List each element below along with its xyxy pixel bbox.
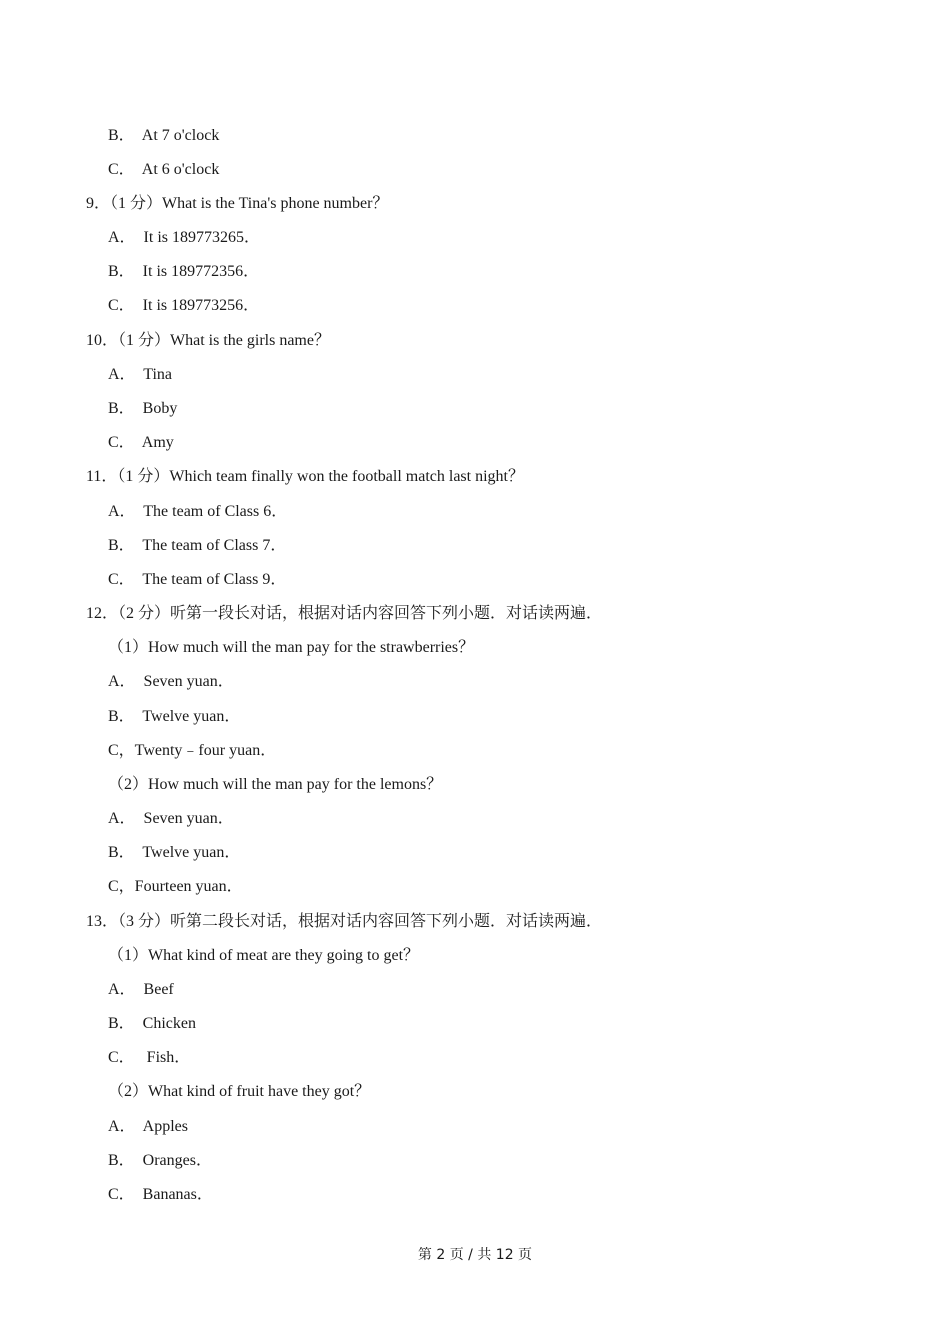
- q9-option-c: C． It is 189773256．: [108, 297, 260, 314]
- q8-option-b: B． At 7 o'clock: [108, 127, 220, 144]
- q13-1-option-c: C． Fish．: [108, 1049, 191, 1066]
- q13-2-option-c: C． Bananas．: [108, 1186, 213, 1203]
- question-11: 11．（1 分）Which team finally won the football match last night？: [86, 468, 524, 485]
- question-13: 13．（3 分）听第二段长对话，根据对话内容回答下列小题．对话读两遍．: [86, 913, 603, 930]
- q11-option-a: A． The team of Class 6．: [108, 503, 288, 520]
- q8-option-c: C． At 6 o'clock: [108, 161, 220, 178]
- q13-sub-2: （2）What kind of fruit have they got？: [108, 1083, 371, 1100]
- q12-2-option-c: C，Fourteen yuan．: [108, 878, 243, 895]
- q10-option-c: C． Amy: [108, 434, 174, 451]
- q12-2-option-a: A． Seven yuan．: [108, 810, 234, 827]
- q10-option-b: B． Boby: [108, 400, 178, 417]
- q12-1-option-b: B． Twelve yuan．: [108, 708, 241, 725]
- q11-option-c: C． The team of Class 9．: [108, 571, 287, 588]
- question-10: 10．（1 分）What is the girls name？: [86, 332, 330, 349]
- q12-sub-1: （1）How much will the man pay for the strawberries？: [108, 639, 475, 656]
- q9-option-b: B． It is 189772356．: [108, 263, 260, 280]
- q10-option-a: A． Tina: [108, 366, 173, 383]
- q13-2-option-b: B． Oranges．: [108, 1152, 212, 1169]
- q13-2-option-a: A． Apples: [108, 1118, 189, 1135]
- question-12: 12．（2 分）听第一段长对话，根据对话内容回答下列小题．对话读两遍．: [86, 605, 603, 622]
- q13-1-option-b: B． Chicken: [108, 1015, 196, 1032]
- q9-option-a: A． It is 189773265．: [108, 229, 261, 246]
- page-number-footer: 第 2 页 / 共 12 页: [417, 1247, 533, 1263]
- q12-2-option-b: B． Twelve yuan．: [108, 844, 241, 861]
- q13-1-option-a: A． Beef: [108, 981, 174, 998]
- q12-1-option-a: A． Seven yuan．: [108, 673, 234, 690]
- q11-option-b: B． The team of Class 7．: [108, 537, 287, 554]
- question-9: 9．（1 分）What is the Tina's phone number？: [86, 195, 389, 212]
- q12-1-option-c: C，Twenty﹣four yuan．: [108, 742, 277, 759]
- q12-sub-2: （2）How much will the man pay for the lemons？: [108, 776, 443, 793]
- q13-sub-1: （1）What kind of meat are they going to get？: [108, 947, 420, 964]
